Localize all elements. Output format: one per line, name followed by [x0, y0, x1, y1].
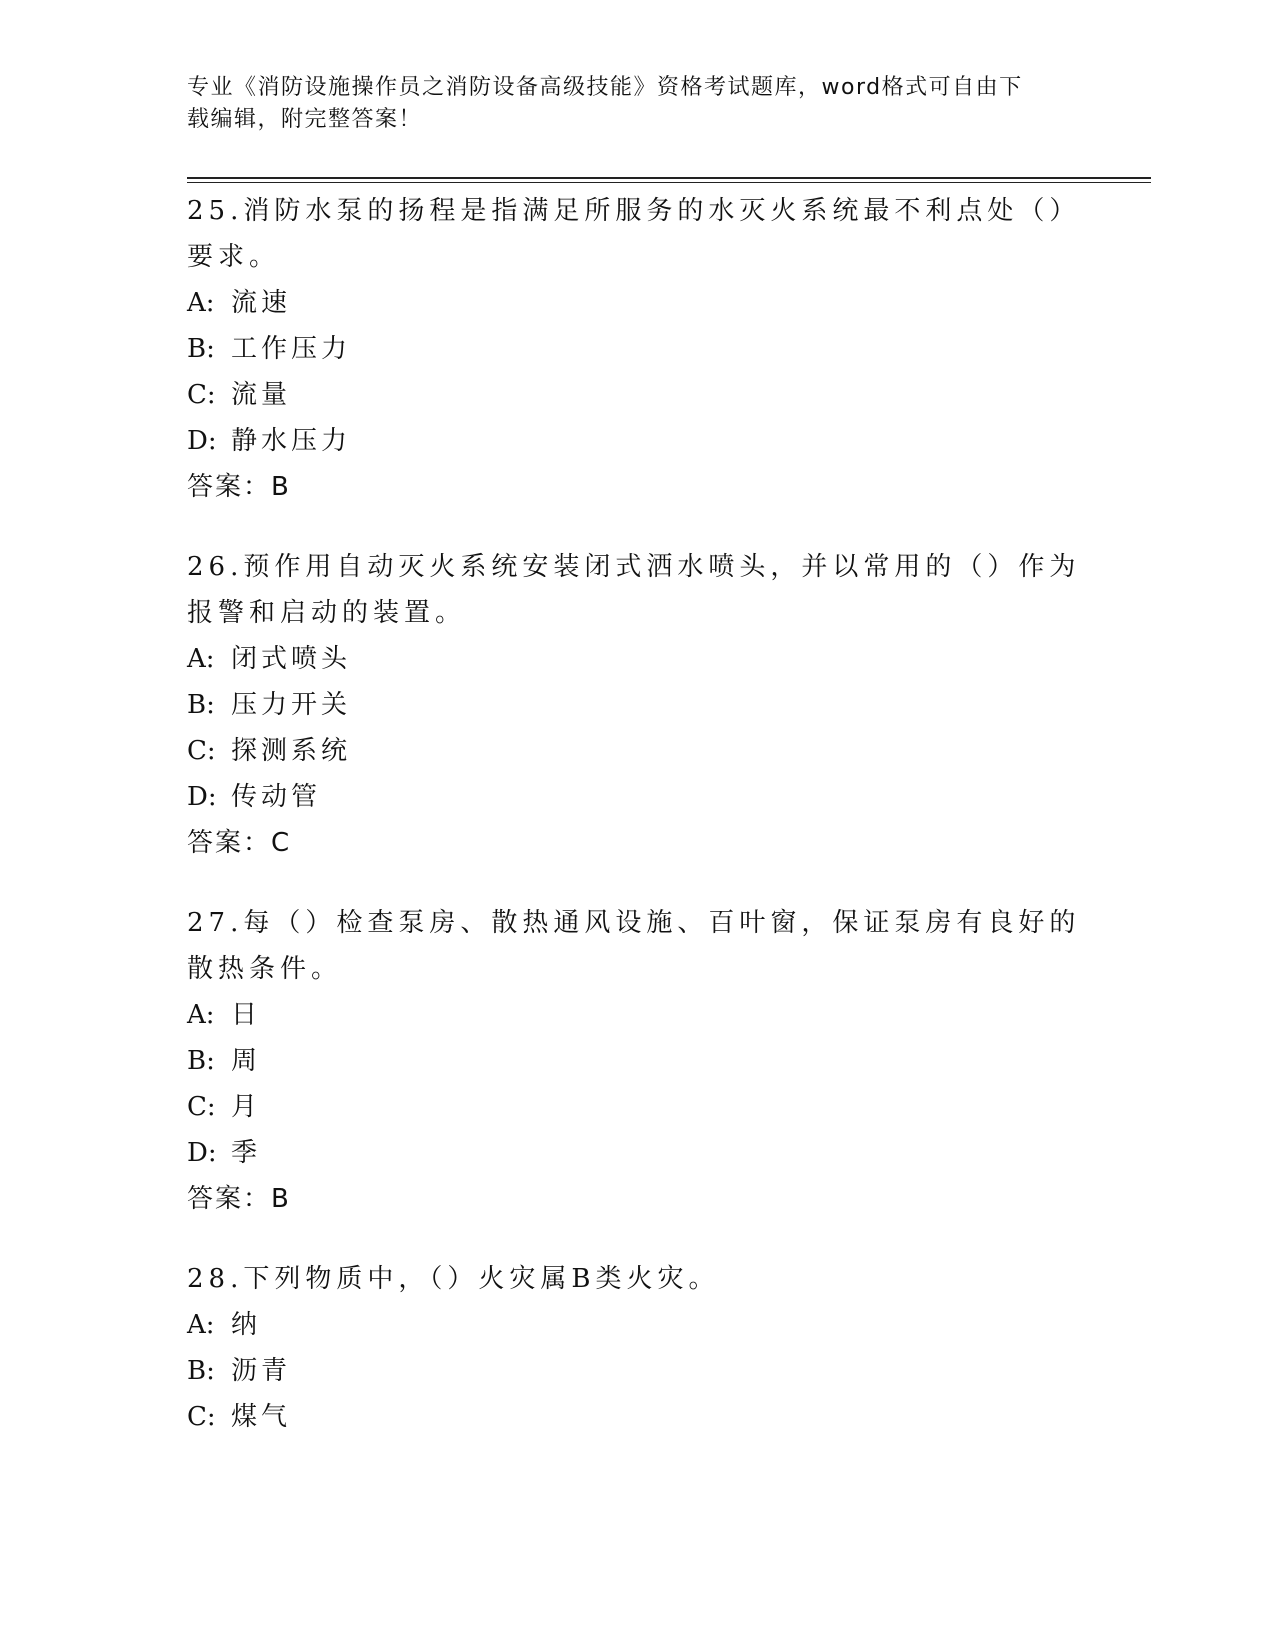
option-letter: B:: [187, 690, 215, 720]
option-a: [187, 992, 1087, 1038]
option-c: [187, 372, 1087, 418]
option-d: [187, 774, 1087, 820]
question-27: [187, 900, 1087, 1222]
option-text: 工作压力: [231, 334, 352, 364]
option-letter: B:: [187, 334, 215, 364]
option-a: [187, 1302, 1087, 1348]
option-b: [187, 1348, 1087, 1394]
option-text: 闭式喷头: [231, 644, 352, 674]
answer-line: 答案：B: [187, 1184, 291, 1214]
option-text: 探测系统: [231, 736, 352, 766]
question-26: [187, 544, 1087, 866]
option-letter: A:: [187, 644, 215, 674]
option-text: 日: [231, 1000, 262, 1030]
option-text: 煤气: [231, 1402, 292, 1432]
option-text: 季: [231, 1138, 262, 1168]
option-text: 沥青: [231, 1356, 292, 1386]
option-b: [187, 682, 1087, 728]
option-d: [187, 418, 1087, 464]
option-c: [187, 728, 1087, 774]
header-divider-thin: [187, 182, 1151, 183]
option-b: [187, 326, 1087, 372]
header-line-2: 载编辑，附完整答案！: [187, 107, 423, 132]
option-letter: C:: [187, 736, 216, 766]
option-text: 月: [231, 1092, 262, 1122]
question-25: [187, 188, 1087, 510]
option-b: [187, 1038, 1087, 1084]
option-c: [187, 1084, 1087, 1130]
question-stem: 28.下列物质中，（）火灾属B类火灾。: [187, 1264, 720, 1294]
option-letter: C:: [187, 1402, 216, 1432]
option-text: 静水压力: [231, 426, 352, 456]
question-28: [187, 1256, 1087, 1440]
answer-line: 答案：B: [187, 472, 291, 502]
document-header: [187, 72, 1087, 136]
answer-line: 答案：C: [187, 828, 292, 858]
option-letter: B:: [187, 1356, 215, 1386]
header-line-1: 专业《消防设施操作员之消防设备高级技能》资格考试题库，word格式可自由下: [187, 75, 1023, 100]
option-c: [187, 1394, 1087, 1440]
question-stem: 26.预作用自动灭火系统安装闭式洒水喷头，并以常用的（）作为报警和启动的装置。: [187, 552, 1081, 628]
option-letter: D:: [187, 782, 217, 812]
option-letter: D:: [187, 426, 217, 456]
header-divider-thick: [187, 177, 1151, 179]
option-d: [187, 1130, 1087, 1176]
option-a: [187, 280, 1087, 326]
option-a: [187, 636, 1087, 682]
option-text: 流速: [231, 288, 292, 318]
question-stem: 25.消防水泵的扬程是指满足所服务的水灭火系统最不利点处（）要求。: [187, 196, 1081, 272]
option-text: 周: [231, 1046, 262, 1076]
option-letter: A:: [187, 1310, 215, 1340]
option-letter: C:: [187, 380, 216, 410]
option-text: 流量: [231, 380, 292, 410]
question-stem: 27.每（）检查泵房、散热通风设施、百叶窗，保证泵房有良好的散热条件。: [187, 908, 1081, 984]
option-text: 纳: [231, 1310, 262, 1340]
question-list: [187, 188, 1087, 1474]
option-letter: D:: [187, 1138, 217, 1168]
option-text: 压力开关: [231, 690, 352, 720]
option-letter: A:: [187, 1000, 215, 1030]
option-text: 传动管: [231, 782, 322, 812]
option-letter: C:: [187, 1092, 216, 1122]
option-letter: A:: [187, 288, 215, 318]
option-letter: B:: [187, 1046, 215, 1076]
